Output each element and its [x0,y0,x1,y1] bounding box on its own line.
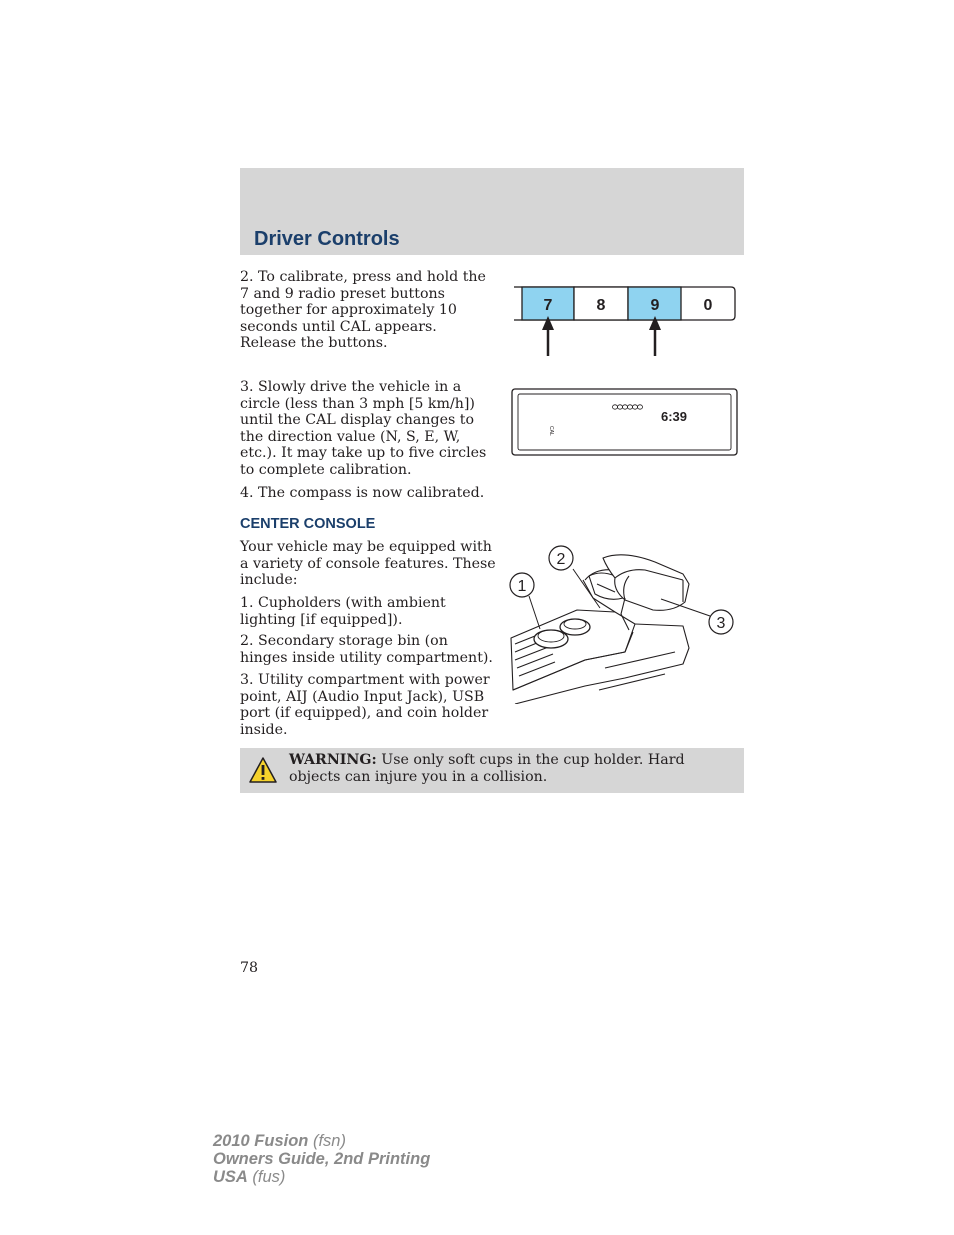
footer-line-1 [213,1132,430,1150]
footer-model: 2010 Fusion [213,1132,309,1150]
callout-3-label: 3 [716,615,726,632]
footer-line-2: Owners Guide, 2nd Printing [213,1150,431,1168]
warning-box [240,748,744,793]
center-console-heading: CENTER CONSOLE [240,516,376,532]
cal-indicator: CAL [548,426,554,436]
console-item-2: 2. Secondary storage bin (on hinges inside utility compartment). [240,633,493,666]
step-2-text: 2. To calibrate, press and hold the 7 and 9 radio preset buttons together for approximately 10 seconds until CAL appears. Release the buttons. [240,269,486,351]
console-item-3: 3. Utility compartment with power point, AIJ (Audio Input Jack), USB port (if equipped), and coin holder inside. [240,672,490,738]
warning-body: Use only soft cups in the cup holder. Hard objects can injure you in a collision. [289,752,685,785]
footer-model-code: (fsn) [308,1132,346,1150]
console-item-1: 1. Cupholders (with ambient lighting [if equipped]). [240,595,446,628]
footer-market: USA [213,1168,248,1186]
preset-label-8: 8 [596,297,606,314]
preset-label-0: 0 [703,297,713,314]
footer [213,1132,430,1186]
warning-triangle-icon [248,756,278,784]
compass-display-illustration [511,388,739,458]
arrow-up-icon [542,316,554,356]
clock-time: 6:39 [661,409,688,424]
step-3-text: 3. Slowly drive the vehicle in a circle (less than 3 mph [5 km/h]) until the CAL display changes to the direction value (N, S, E, W, etc.). It may take up to five circles to complete calibration. [240,379,487,478]
footer-line-3 [213,1168,430,1186]
step-4-text: 4. The compass is now calibrated. [240,485,485,501]
footer-market-code: (fus) [247,1168,286,1186]
callout-2-label: 2 [556,551,566,568]
header-band [240,168,744,255]
callout-1-label: 1 [517,578,527,595]
section-title: Driver Controls [254,228,400,250]
warning-message [289,752,734,785]
page-number: 78 [240,960,259,976]
preset-label-9: 9 [650,297,660,314]
preset-buttons-illustration [512,284,738,360]
arrow-up-icon [649,316,661,356]
center-console-illustration [505,540,745,704]
preset-label-7: 7 [543,297,553,314]
center-console-intro: Your vehicle may be equipped with a variety of console features. These include: [240,539,496,588]
warning-label: WARNING: [289,752,377,768]
